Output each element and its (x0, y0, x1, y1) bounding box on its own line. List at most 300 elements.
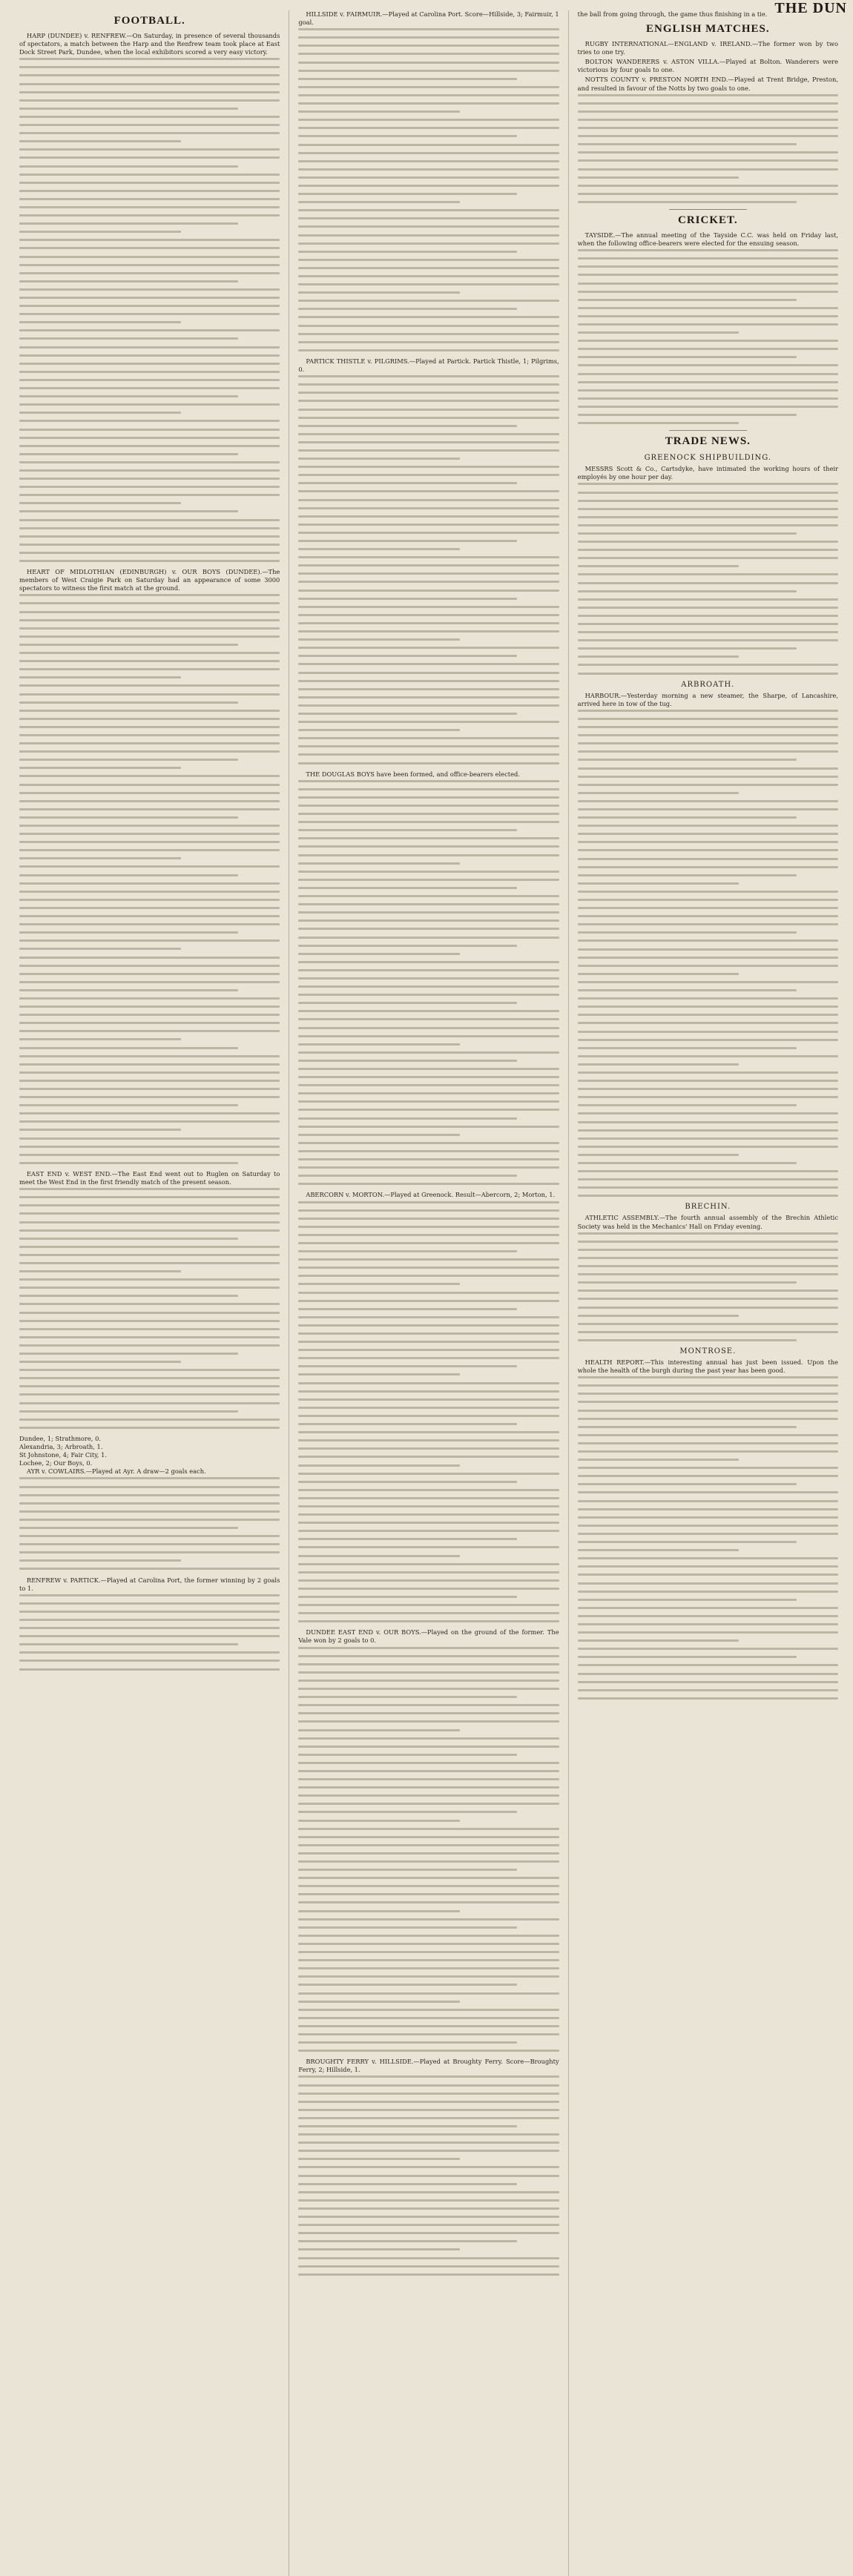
text-line (298, 466, 559, 468)
article-brechin-athletic: ATHLETIC ASSEMBLY.—The fourth annual assembly of the Brechin Athletic Society was held in the Mechanics' Hall on Friday evening. (577, 1214, 838, 1230)
text-line (578, 193, 838, 195)
text-line (298, 176, 559, 179)
text-line (298, 201, 460, 203)
text-line (19, 256, 280, 258)
text-line (19, 1377, 280, 1379)
text-line (19, 469, 280, 472)
text-line (578, 866, 838, 868)
text-line (578, 291, 838, 293)
text-line (19, 841, 280, 843)
text-line (298, 1060, 517, 1062)
text-line (298, 2240, 517, 2242)
text-line (19, 429, 280, 431)
text-line (298, 1844, 559, 1846)
text-line (19, 750, 280, 753)
text-line (298, 1571, 559, 1573)
text-line (19, 1353, 238, 1355)
text-line (19, 1543, 280, 1545)
text-line (578, 249, 838, 251)
body-text-block (298, 2075, 559, 2275)
text-line (19, 973, 280, 975)
text-line (298, 780, 559, 782)
text-line (578, 323, 838, 326)
text-line (19, 1188, 280, 1190)
text-line (578, 1186, 838, 1189)
text-line (298, 490, 559, 492)
text-line (578, 1162, 797, 1164)
text-line (19, 387, 280, 389)
text-line (19, 247, 280, 249)
text-line (19, 1295, 238, 1297)
text-line (298, 1513, 559, 1516)
text-line (578, 283, 838, 285)
text-line (19, 560, 280, 562)
text-line (298, 1604, 559, 1606)
body-text-block (19, 1477, 280, 1570)
text-line (19, 865, 280, 868)
text-line (19, 379, 280, 381)
text-line (578, 1434, 838, 1436)
body-text-block (298, 28, 559, 351)
text-line (298, 871, 559, 873)
text-line (298, 1100, 559, 1103)
text-line (298, 721, 559, 723)
text-line (298, 1423, 517, 1425)
text-line (19, 395, 238, 397)
text-line (19, 124, 280, 126)
text-line (298, 1357, 559, 1359)
text-line (19, 1486, 280, 1488)
text-line (298, 548, 460, 550)
text-line (578, 1516, 838, 1519)
body-text-block (298, 1647, 559, 2052)
text-line (298, 1481, 517, 1483)
text-line (298, 119, 559, 121)
text-line (298, 333, 559, 335)
text-line (298, 903, 559, 905)
text-line (298, 2009, 559, 2011)
text-line (578, 710, 838, 712)
text-line (298, 1746, 559, 1748)
text-line (298, 1737, 559, 1740)
text-line (298, 1035, 559, 1037)
text-line (19, 891, 280, 893)
body-text-block (578, 710, 838, 1198)
text-line (19, 437, 280, 439)
text-line (578, 1475, 838, 1477)
text-line (298, 2017, 559, 2019)
article-notts-preston: NOTTS COUNTY v. PRESTON NORTH END.—Played at Trent Bridge, Preston, and resulted in favour of the Notts by two goals to one. (577, 76, 838, 92)
text-line (19, 1038, 181, 1040)
text-line (578, 1491, 838, 1493)
article-broughty-hillside: BROUGHTY FERRY v. HILLSIDE.—Played at Broughty Ferry. Score—Broughty Ferry, 2; Hillside, 1. (298, 2058, 559, 2074)
text-line (578, 907, 838, 909)
text-line (298, 1951, 559, 1953)
text-line (298, 144, 559, 146)
text-line (578, 607, 838, 609)
text-line (298, 1901, 559, 1903)
text-line (19, 1402, 280, 1404)
text-line (298, 110, 460, 113)
text-line (298, 1043, 460, 1046)
text-line (298, 887, 517, 889)
text-line (298, 409, 559, 411)
text-line (298, 291, 460, 294)
text-line (298, 2133, 559, 2136)
text-line (298, 1166, 559, 1169)
text-line (19, 759, 238, 761)
text-line (19, 1022, 280, 1024)
text-line (298, 1175, 517, 1177)
text-line (298, 425, 517, 427)
text-line (19, 156, 280, 159)
text-line (19, 1568, 280, 1570)
text-line (578, 1450, 838, 1453)
text-line (298, 581, 559, 583)
text-line (19, 214, 280, 217)
text-line (578, 1047, 797, 1049)
text-line (19, 288, 280, 291)
text-line (298, 688, 559, 690)
text-line (298, 2273, 559, 2276)
text-line (578, 1071, 838, 1074)
text-line (578, 1315, 740, 1317)
text-line (298, 1373, 460, 1375)
text-line (298, 267, 559, 269)
text-line (298, 1332, 559, 1335)
text-line (298, 259, 559, 261)
text-line (578, 299, 797, 301)
section-heading-cricket: CRICKET. (677, 214, 738, 226)
text-line (298, 2001, 460, 2003)
text-line (578, 718, 838, 720)
text-line (298, 737, 559, 739)
text-line (19, 989, 238, 991)
text-line (578, 265, 838, 268)
text-line (298, 62, 559, 64)
text-line (298, 953, 460, 955)
text-line (578, 833, 838, 835)
text-line (19, 923, 280, 925)
article-eastend-ourboys: DUNDEE EAST END v. OUR BOYS.—Played on the ground of the former. The Vale won by 2 goals to 0. (298, 1628, 559, 1645)
text-line (19, 1344, 280, 1347)
text-line (298, 1712, 559, 1714)
text-line (578, 582, 838, 584)
text-line (578, 135, 838, 137)
text-line (298, 1242, 559, 1244)
text-line (578, 1137, 838, 1140)
text-line (298, 392, 559, 394)
text-line (298, 86, 559, 88)
text-line (298, 1341, 559, 1343)
text-line (578, 348, 838, 350)
text-line (298, 2050, 559, 2052)
text-line (298, 813, 559, 815)
text-line (19, 420, 280, 422)
text-line (298, 1975, 559, 1978)
text-line (298, 2216, 559, 2218)
text-line (298, 1852, 559, 1855)
text-line (578, 997, 838, 1000)
text-line (298, 598, 517, 600)
text-line (578, 899, 838, 901)
text-line (298, 2257, 559, 2259)
text-line (578, 673, 838, 675)
column-1 (10, 10, 289, 2576)
text-line (19, 1594, 280, 1596)
article-montrose-health: HEALTH REPORT.—This interesting annual has just been issued. Upon the whole the health of the burgh during the past year has been good. (577, 1358, 838, 1375)
text-line (19, 1088, 280, 1090)
text-line (578, 1121, 838, 1123)
text-line (19, 354, 280, 357)
text-line (298, 532, 559, 534)
text-line (578, 742, 838, 744)
text-line (578, 957, 838, 959)
text-line (19, 660, 280, 662)
text-line (298, 2075, 559, 2078)
text-line (578, 1195, 838, 1197)
text-line (298, 2117, 559, 2119)
text-line (578, 1096, 838, 1098)
text-line (19, 1668, 280, 1671)
text-line (19, 264, 280, 266)
text-line (19, 800, 280, 802)
text-line (19, 1254, 280, 1256)
text-line (19, 461, 280, 463)
text-line (578, 397, 838, 400)
section-heading-english-matches: ENGLISH MATCHES. (646, 23, 770, 36)
text-line (578, 1376, 838, 1378)
text-line (298, 680, 559, 682)
text-line (298, 474, 559, 476)
text-line (578, 1591, 838, 1593)
text-line (578, 1112, 838, 1114)
text-line (298, 1209, 559, 1212)
text-line (298, 1811, 517, 1813)
result-row: Alexandria, 3; Arbroath, 1. (19, 1443, 103, 1451)
text-line (298, 1778, 559, 1780)
text-line (298, 1967, 559, 1969)
text-line (298, 1447, 559, 1450)
text-line (298, 1382, 559, 1384)
text-line (298, 556, 559, 558)
text-line (298, 1092, 559, 1094)
text-line (298, 672, 559, 674)
article-harp-renfrew: HARP (DUNDEE) v. RENFREW.—On Saturday, in presence of several thousands of spectators, a match between the Harp and the Renfrew team took place at East Dock Street Park, Dundee, when the local exhibitors scored a very easy victory. (19, 32, 280, 56)
text-line (298, 1555, 460, 1557)
result-row: Dundee, 1; Strathmore, 0. (19, 1434, 101, 1442)
masthead: THE DUN (774, 0, 847, 16)
text-line (298, 1671, 559, 1674)
text-line (19, 239, 280, 241)
text-line (19, 948, 181, 950)
text-line (578, 1410, 838, 1412)
text-line (298, 2199, 559, 2202)
text-line (298, 1109, 559, 1111)
text-line (578, 726, 838, 728)
text-line (19, 280, 238, 283)
text-line (578, 1467, 838, 1469)
text-line (298, 969, 559, 971)
text-line (578, 557, 838, 559)
text-line (298, 2224, 559, 2226)
text-line (298, 242, 559, 245)
text-line (578, 1401, 838, 1403)
body-text-block (19, 58, 280, 562)
text-line (578, 364, 838, 366)
text-line (578, 1265, 838, 1267)
text-line (298, 2125, 517, 2127)
text-line (578, 759, 797, 761)
text-line (578, 776, 838, 778)
text-line (19, 346, 280, 349)
text-line (578, 1565, 838, 1568)
section-heading-trade-news: TRADE NEWS. (665, 435, 751, 448)
text-line (298, 316, 559, 318)
text-line (578, 858, 838, 860)
text-line (19, 1071, 280, 1074)
text-line (578, 532, 797, 535)
text-line (298, 796, 559, 799)
text-line (19, 619, 280, 621)
subheading-arbroath: ARBROATH. (681, 680, 735, 689)
text-line (19, 305, 280, 307)
text-line (19, 206, 280, 208)
text-line (578, 381, 838, 383)
text-line (298, 1266, 559, 1269)
text-line (578, 825, 838, 827)
text-line (19, 1494, 280, 1496)
text-line (19, 1427, 280, 1429)
text-line (19, 718, 280, 720)
text-line (19, 652, 280, 654)
text-line (298, 70, 559, 72)
text-line (578, 1525, 838, 1527)
text-line (19, 594, 280, 596)
text-line (19, 833, 280, 835)
text-line (19, 1627, 280, 1629)
divider (669, 430, 747, 431)
text-line (578, 1273, 838, 1275)
text-line (19, 1212, 280, 1215)
text-line (578, 1500, 838, 1502)
text-line (19, 478, 280, 480)
text-line (19, 1204, 280, 1206)
text-line (19, 1246, 280, 1248)
text-line (298, 1910, 460, 1912)
text-line (19, 1162, 238, 1164)
text-line (19, 1005, 280, 1008)
text-line (578, 151, 838, 153)
text-line (19, 1519, 280, 1521)
text-line (578, 1615, 838, 1617)
text-line (19, 644, 238, 646)
text-line (298, 217, 559, 219)
text-line (578, 159, 838, 162)
results-list (19, 1435, 280, 1467)
text-line (578, 185, 838, 187)
text-line (578, 734, 838, 736)
subheading-brechin: BRECHIN. (685, 1203, 731, 1212)
text-line (19, 363, 280, 365)
text-line (578, 331, 740, 334)
text-line (298, 572, 559, 575)
text-line (19, 371, 280, 373)
text-line (298, 745, 559, 747)
text-line (19, 1146, 280, 1148)
text-line (19, 272, 280, 274)
text-line (298, 1836, 559, 1838)
text-line (19, 1229, 280, 1232)
text-line (578, 315, 838, 317)
text-line (578, 1681, 838, 1683)
text-line (298, 945, 517, 947)
text-line (578, 1533, 838, 1535)
text-line (298, 1612, 559, 1614)
text-line (19, 1014, 280, 1016)
text-line (298, 1704, 559, 1706)
text-line (578, 1557, 838, 1559)
text-line (19, 1221, 280, 1223)
text-line (298, 606, 559, 608)
text-line (298, 977, 559, 980)
text-line (19, 231, 181, 233)
text-line (19, 1096, 280, 1098)
text-line (19, 602, 280, 604)
text-line (298, 152, 559, 154)
text-line (298, 2033, 559, 2035)
text-line (19, 1262, 280, 1264)
text-line (578, 483, 838, 485)
article-eastend-westend: EAST END v. WEST END.—The East End went out to Ruglen on Saturday to meet the West End in the first friendly match of the present season. (19, 1169, 280, 1186)
text-line (298, 375, 559, 377)
text-line (19, 403, 280, 406)
text-line (19, 668, 280, 670)
text-line (578, 389, 838, 392)
text-line (19, 99, 280, 102)
text-line (298, 433, 559, 435)
article-greenock-shipbuilding: MESSRS Scott & Co., Cartsdyke, have intimated the working hours of their employés by one hour per day. (577, 465, 838, 481)
text-line (298, 1579, 559, 1582)
text-line (298, 325, 559, 327)
text-line (298, 961, 559, 963)
text-line (298, 845, 559, 848)
text-line (578, 808, 838, 810)
text-line (578, 1022, 838, 1024)
text-line (578, 1014, 838, 1016)
text-line (298, 185, 559, 187)
text-line (19, 701, 238, 704)
text-line (578, 508, 838, 510)
text-line (298, 1762, 559, 1764)
text-line (298, 458, 460, 460)
text-line (298, 341, 559, 343)
text-line (578, 119, 838, 121)
text-line (19, 1320, 280, 1322)
text-line (578, 1249, 838, 1251)
text-line (19, 734, 280, 736)
text-line (298, 300, 559, 302)
text-line (578, 915, 838, 917)
text-line (578, 931, 797, 934)
text-line (298, 1439, 559, 1441)
text-line (19, 742, 280, 744)
text-line (578, 784, 838, 786)
text-line (578, 623, 838, 625)
text-line (298, 441, 559, 443)
body-text-block (578, 249, 838, 424)
text-line (19, 222, 238, 225)
